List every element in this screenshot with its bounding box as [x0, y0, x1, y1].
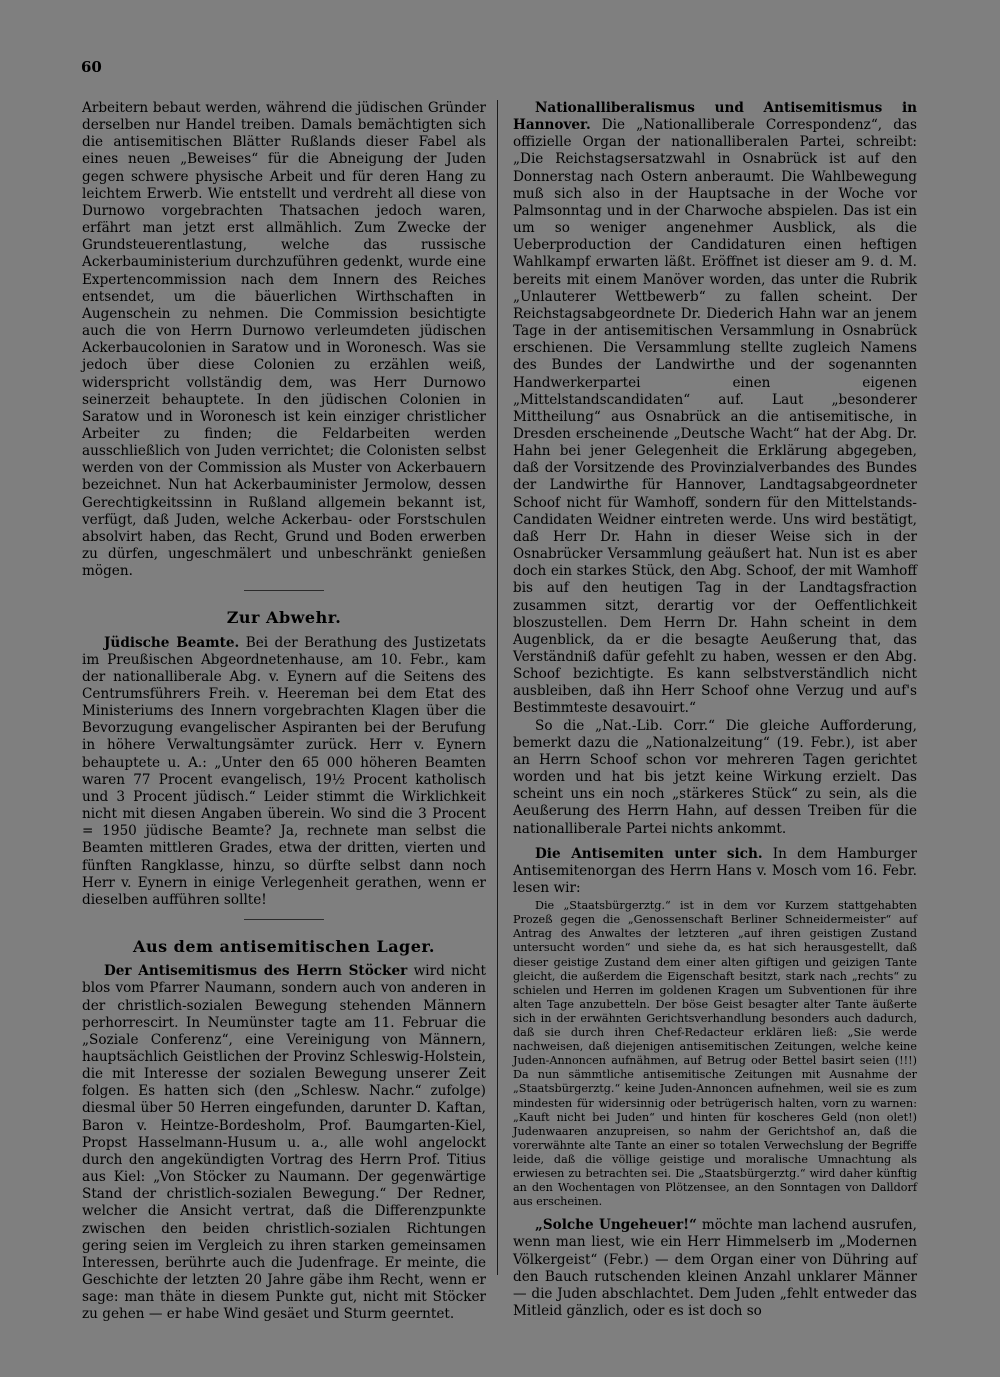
page-number: 60	[81, 58, 102, 76]
section-heading-abwehr: Zur Abwehr.	[226, 608, 342, 628]
article-body: Die „Nationalliberale Correspondenz“, das offizielle Organ der nationalliberalen Partei, schreibt: „Die Reichstagsersatzwahl in Osnabrück ist auf den Donnerstag nach Ostern anberaumt. Die Wahlbewegung muß sich also in der Hauptsache in der Woche vor Palmsonntag und in der Charwoche abspielen. Das ist ein um so weniger angenehmer Ausblick, als die Ueberproduction der Candidaturen einen heftigen Wahlkampf erwarten läßt. Eröffnet ist dieser am 9. d. M. bereits mit einem Manöver worden, das unter die Rubrik „Unlauterer Wettbewerb“ zu fallen scheint. Der Reichstagsabgeordnete Dr. Diederich Hahn war an jenem Tage in der antisemitischen Versammlung in Osnabrück erschienen. Die Versammlung stellte zugleich Namens des Bundes der Landwirthe und der sogenannten Handwerkerpartei einen eigenen „Mittelstandscandidaten“ auf. Laut „besonderer Mittheilung“ aus Osnabrück an die antisemitische, in Dresden erscheinende „Deutsche Wacht“ hat der Abg. Dr. Hahn bei jener Gelegenheit die Erklärung abgegeben, daß der Vorsitzende des Provinzialverbandes des Bundes der Landwirthe für Hannover, Landtagsabgeordneter Schoof nicht für Wamhoff, sondern für den Mittelstands-Candidaten Weidner eintreten werde. Uns wird bestätigt, daß Herr Dr. Hahn in dieser Weise sich in der Osnabrücker Versammlung geäußert hat. Nun ist es aber doch ein starkes Stück, den Abg. Schoof, der mit Wamhoff bis auf den heutigen Tag in der Landtagsfraction zusammen sitzt, derartig vor der Oeffentlichkeit bloszustellen. Dem Herrn Dr. Hahn scheint in dem Augenblick, da er die besagte Aeußerung that, das Verständniß dafür gefehlt zu haben, wessen er den Abg. Schoof bezichtigte. Es kann selbstverständlich nicht ausbleiben, daß ihn Herr Schoof ohne Verzug und auf's Bestimmteste desavouirt.“	[513, 117, 917, 717]
article-juedische-beamte	[82, 635, 486, 910]
right-column	[513, 100, 917, 1320]
column-divider	[497, 100, 498, 1275]
article-paragraph: So die „Nat.-Lib. Corr.“ Die gleiche Aufforderung, bemerkt dazu die „Nationalzeitung“ (19. Febr.), ist aber an Herrn Schoof schon vor mehreren Tagen gerichtet worden und hat bis jetzt keine Wirkung erzielt. Das scheint uns ein noch „stärkeres Stück“ zu sein, als die Aeußerung des Herrn Hahn, auf dessen Treiben für die nationalliberale Partei nichts ankommt.	[513, 717, 917, 837]
left-column	[82, 100, 486, 1323]
article-stoecker	[82, 963, 486, 1323]
article-nationalliberalismus	[513, 100, 917, 718]
article-body: In dem Hamburger Antisemitenorgan des Herrn Hans v. Mosch vom 16. Febr. lesen wir:	[513, 845, 918, 897]
section-heading-lager: Aus dem antisemitischen Lager.	[133, 937, 435, 957]
spacer	[513, 1209, 917, 1217]
section-rule	[244, 590, 324, 591]
article-title: Jüdische Beamte.	[104, 634, 240, 651]
article-body: möchte man lachend ausrufen, wenn man liest, wie ein Herr Himmelserb im „Modernen Völkergeist“ (Febr.) — dem Organ einer von Dühring auf den Bauch rutschenden kleinen Anzahl unklarer Männer — die Juden abschlachtet. Dem Juden „fehlt entweder das Mitleid gänzlich, oder es ist doch so	[513, 1217, 917, 1320]
block-quote: Die „Staatsbürgerztg.“ ist in dem vor Kurzem stattgehabten Prozeß gegen die „Genossenschaft Berliner Schneidermeister“ auf Antrag des Anwaltes der letzteren „auf ihren geistigen Zustand untersucht worden“ und siehe da, es hat sich herausgestellt, daß dieser geistige Zustand dem einer alten giftigen und geizigen Tante gleicht, die außerdem die Eigenschaft besitzt, stark nach „rechts“ zu schielen und Herren im goldenen Kragen um Subventionen für ihre alten Tage anzubetteln. Der böse Geist besagter alter Tante äußerte sich in der erwähnten Gerichtsverhandlung besonders auch dadurch, daß sie durch ihren Chef-Redacteur erklären ließ: „Sie werde nachweisen, daß diejenigen antisemitischen Zeitungen, welche keine Juden-Annoncen aufnähmen, auf Betrug oder Bettel basirt seien (!!!) Da nun sämmtliche antisemitische Zeitungen mit Ausnahme der „Staatsbürgerztg.“ keine Juden-Annoncen aufnehmen, weil sie es zum mindesten für widersinnig oder betrügerisch halten, vorn zu warnen: „Kauft nicht bei Juden“ und hinten für koscheres Geld (non olet!) Judenwaaren anzupreisen, so nahm der Gerichtshof an, daß die vorerwähnte alte Tante an einer so totalen Verwechslung der Begriffe leide, daß die völlige geistige und moralische Umnachtung als erwiesen zu betrachten sei. Die „Staatsbürgerztg.“ wird daher künftig an den Wochentagen von Plötzensee, an den Sonntagen von Dalldorf aus erscheinen.	[513, 899, 917, 1209]
article-continuation: Arbeitern bebaut werden, während die jüdischen Gründer derselben nur Handel treiben. Damals bemächtigten sich die antisemitischen Blätter Rußlands dieser Fabel als eines neuen „Beweises“ für die Abneigung der Juden gegen schwere physische Arbeit und für deren Hang zu leichtem Erwerb. Wie entstellt und verdreht all diese von Durnowo vorgebrachten Thatsachen jedoch waren, erfährt man jetzt erst allmählich. Zum Zwecke der Grundsteuerentlastung, welche das russische Ackerbauministerium durchzuführen gedenkt, wurde eine Expertencommission nach dem Innern des Reiches entsendet, um die bäuerlichen Wirthschaften in Augenschein zu nehmen. Die Commission besichtigte auch die von Herrn Durnowo verleumdeten jüdischen Ackerbaucolonien in Saratow und in Woronesch. Was sie jedoch über diese Colonien zu erzählen weiß, widerspricht vollständig dem, was Herr Durnowo seinerzeit behauptete. In den jüdischen Colonien in Saratow und in Woronesch ist kein einziger christlicher Arbeiter zu finden; die Feldarbeiten werden ausschließlich von Juden verrichtet; die Colonisten selbst werden von der Commission als Muster von Ackerbauern bezeichnet. Nun hat Ackerbauminister Jermolow, dessen Gerechtigkeitssinn in Rußland allgemein bekannt ist, verfügt, daß Juden, welche Ackerbau- oder Forstschulen absolvirt haben, das Recht, Grund und Boden erwerben zu dürfen, ungeschmälert und unbeschränkt genießen mögen.	[82, 100, 486, 580]
article-body: Bei der Berathung des Justizetats im Preußischen Abgeordnetenhause, am 10. Febr., kam der nationalliberale Abg. v. Eynern auf die Seitens des Centrumsführers Freih. v. Heereman bei dem Etat des Ministeriums des Innern vorgebrachten Klagen über die Bevorzugung evangelischer Aspiranten bei der Berufung in höhere Verwaltungsämter zurück. Herr v. Eynern behauptete u. A.: „Unter den 65 000 höheren Beamten waren 77 Procent evangelisch, 19½ Procent katholisch und 3 Procent jüdisch.“ Leider stimmt die Wirklichkeit nicht mit diesen Angaben überein. Wo sind die 3 Procent = 1950 jüdische Beamte? Ja, rechnete man selbst die Beamten mittleren Grades, etwa der dritten, vierten und fünften Rangklasse, hinzu, so dürfte selbst dann noch Herr v. Eynern in einige Verlegenheit gerathen, wenn er dieselben aufführen sollte!	[82, 634, 487, 908]
article-title: „Solche Ungeheuer!“	[535, 1217, 697, 1234]
section-rule	[244, 919, 324, 920]
spacer	[513, 838, 917, 846]
article-title: Die Antisemiten unter sich.	[535, 845, 763, 862]
article-body: wird nicht blos vom Pfarrer Naumann, sondern auch von anderen in der christlich-sozialen Bewegung stehenden Männern perhorrescirt. In Neumünster tagte am 11. Februar die „Soziale Conferenz“, eine Vereinigung von Männern, hauptsächlich Geistlichen der Provinz Schleswig-Holstein, die mit Interesse der sozialen Bewegung unserer Zeit folgen. Es hatten sich (den „Schlesw. Nachr.“ zufolge) diesmal über 50 Herren eingefunden, darunter D. Kaftan, Baron v. Heintze-Bordesholm, Prof. Baumgarten-Kiel, Propst Hasselmann-Husum u. a., alle wohl angelockt durch den angekündigten Vortrag des Herrn Prof. Titius aus Kiel: „Von Stöcker zu Naumann. Der gegenwärtige Stand der christlich-sozialen Bewegung.“ Der Redner, welcher die Ansicht vertrat, daß die Differenzpunkte zwischen den beiden christlich-sozialen Richtungen gering seien im Vergleich zu ihren starken gemeinsamen Interessen, berührte auch die Judenfrage. Er meinte, die Geschichte der letzten 20 Jahre gäbe ihm Recht, wenn er sage: man thäte in diesem Punkte gut, nicht mit Stöcker zu gehen — er habe Wind gesäet und Sturm geerntet.	[82, 963, 486, 1323]
article-antisemiten	[513, 846, 917, 897]
article-title: Nationalliberalismus und Antisemitismus in Hannover.	[513, 100, 917, 134]
article-title: Der Antisemitismus des Herrn Stöcker	[104, 963, 408, 980]
article-ungeheuer	[513, 1217, 917, 1320]
